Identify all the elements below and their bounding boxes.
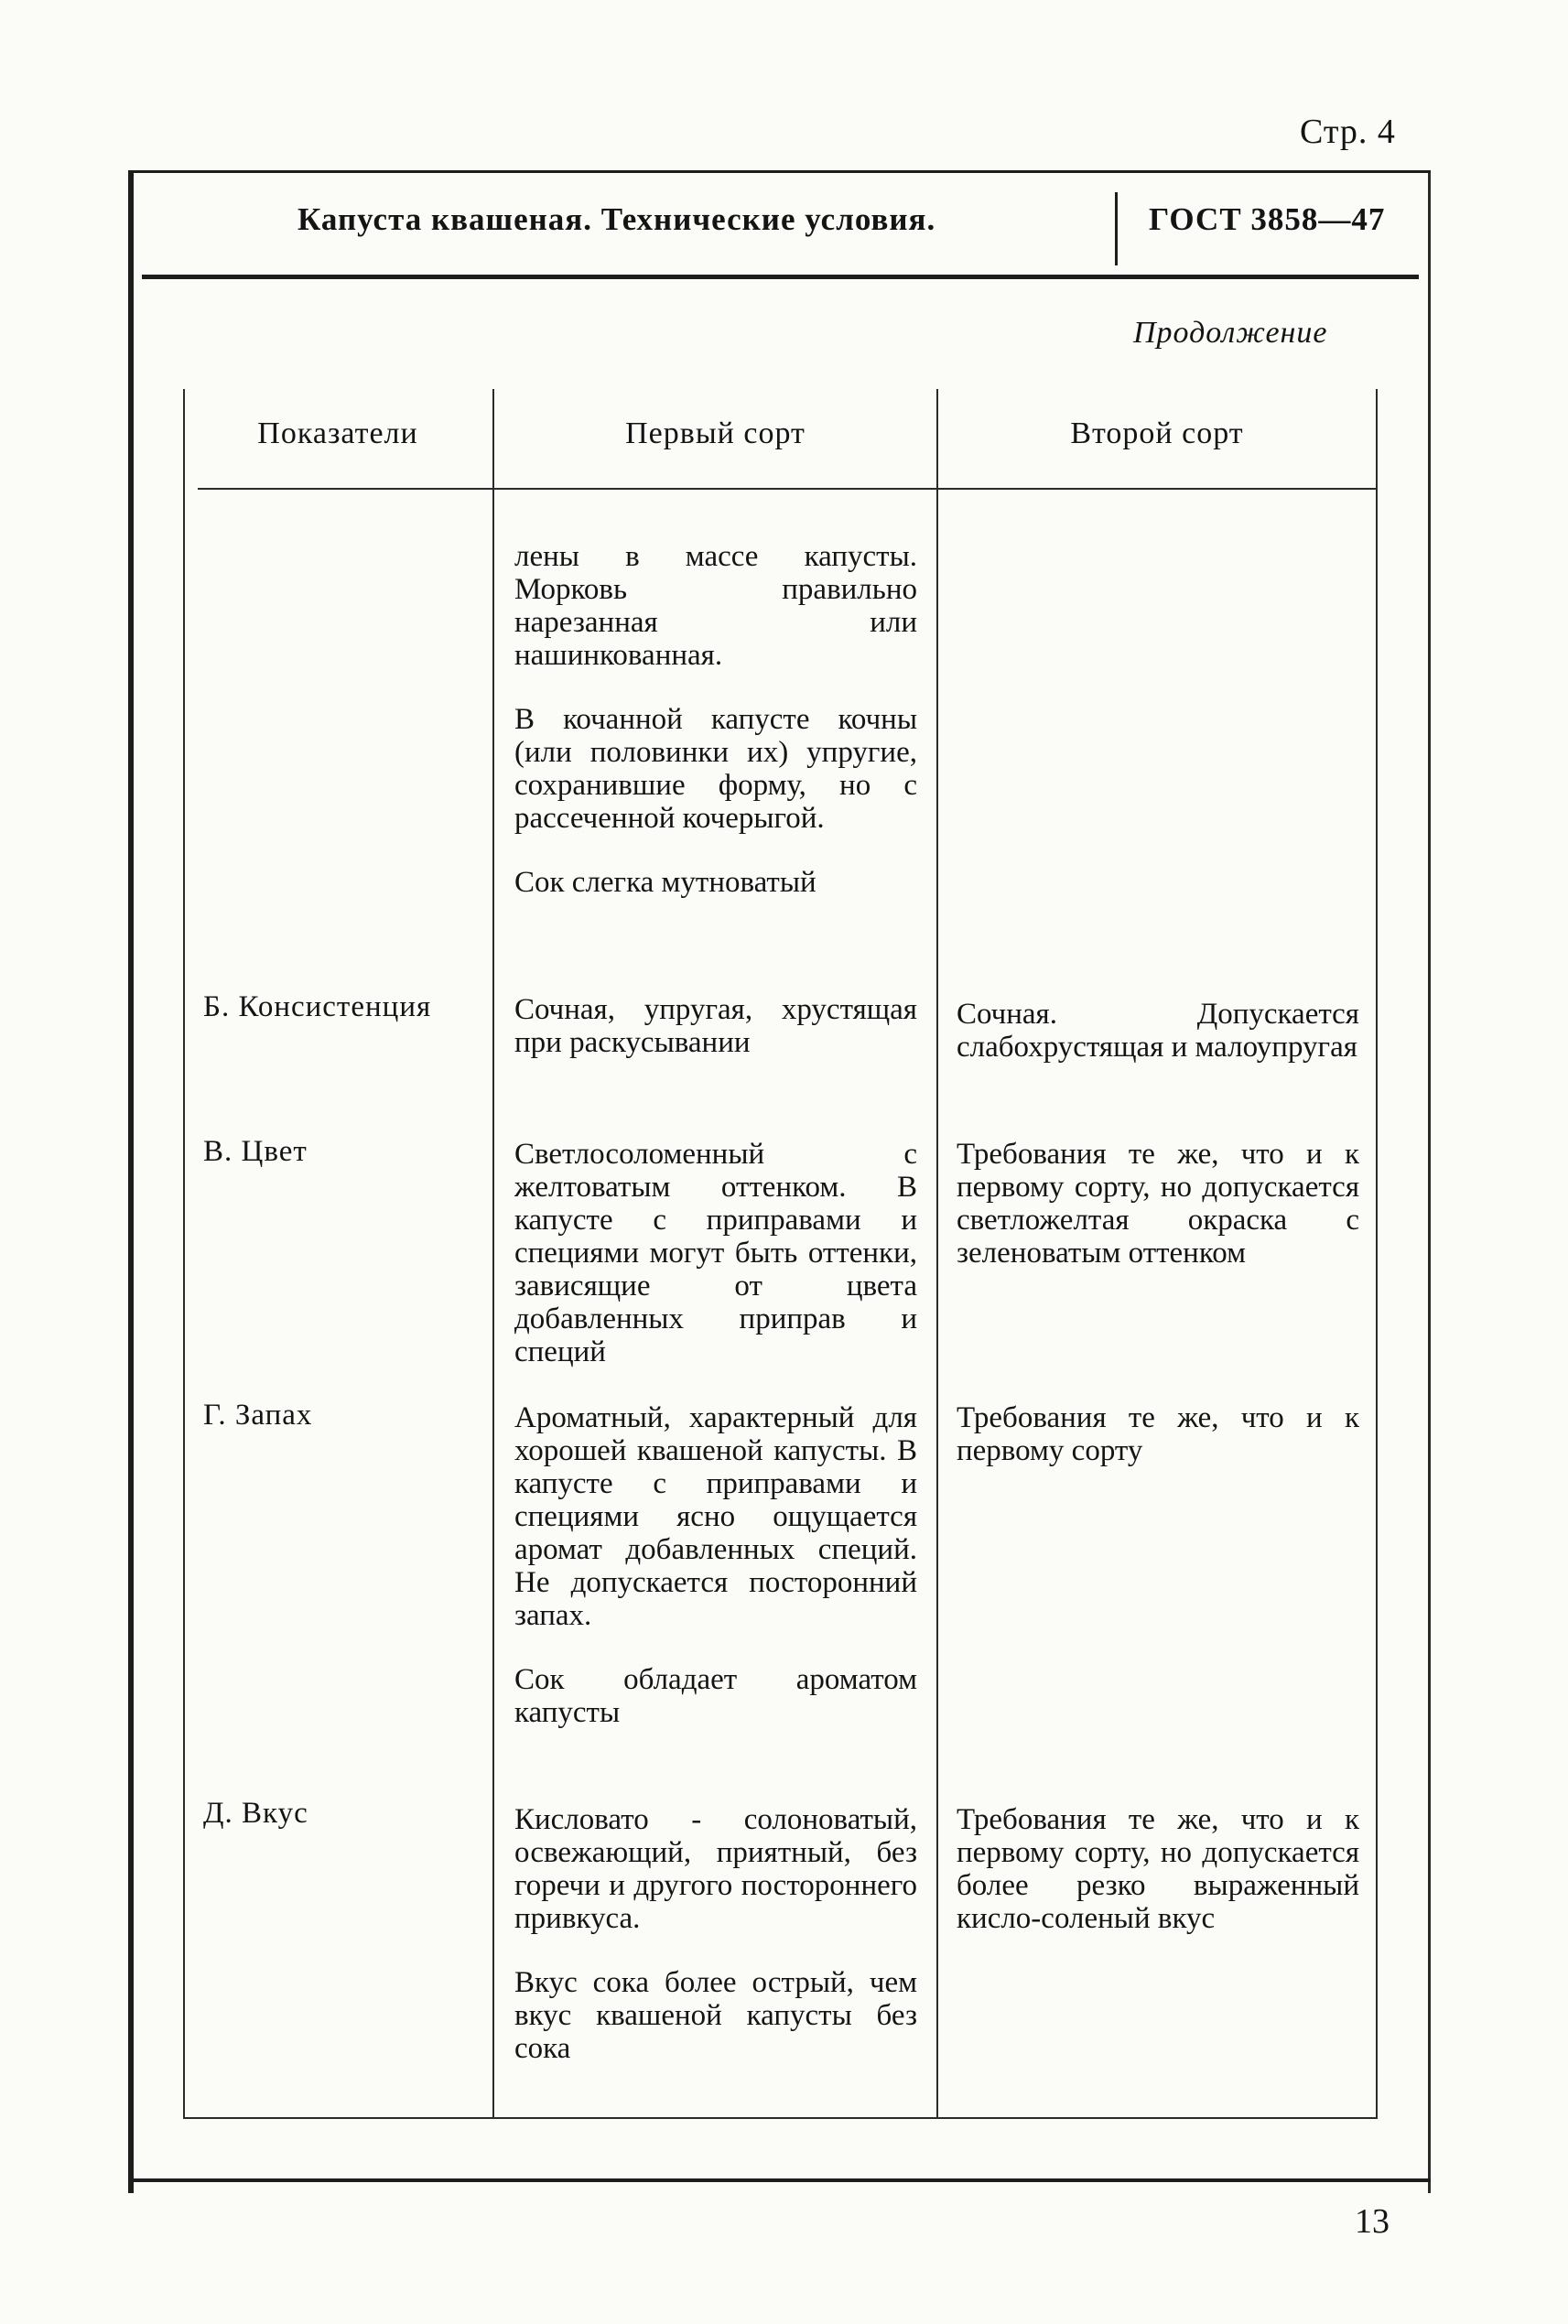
first-grade-smell xyxy=(514,1401,917,1729)
paragraph: Сок слегка мутноватый xyxy=(514,866,816,899)
paragraph: Сок обладает ароматом капусты xyxy=(514,1663,917,1729)
header-rule xyxy=(142,275,1419,279)
page-number-bottom: 13 xyxy=(1355,2202,1390,2241)
second-grade-smell xyxy=(957,1401,1359,1467)
frame-right-border xyxy=(1428,170,1431,2193)
paragraph: Ароматный, характерный для хорошей квашеной капусты. В капусте с приправами и специями ясно ощущается аромат добавленных специй. Не допускается посторонний запах. xyxy=(514,1401,917,1632)
header-row-line xyxy=(198,488,1376,490)
column-divider-1 xyxy=(492,389,494,2119)
indicator-taste: Д. Вкус xyxy=(203,1797,308,1830)
indicator-consistency: Б. Консистенция xyxy=(203,990,432,1023)
table-bottom-line xyxy=(183,2117,1376,2119)
top-rule xyxy=(128,170,1431,173)
paragraph: Светлосоломенный с желтоватым оттенком. В капусте с приправами и специями могут быть оттенки, зависящие от цвета добавленных приправ и специй xyxy=(514,1138,917,1368)
document-title: Капуста квашеная. Технические условия. xyxy=(297,201,936,237)
paragraph: В кочанной капусте кочны (или половинки их) упругие, сохранившие форму, но с рассеченной кочерыгой. xyxy=(514,703,917,835)
column-header-first-grade: Первый сорт xyxy=(625,416,806,450)
header-separator xyxy=(1115,192,1118,265)
table-right-line xyxy=(1376,389,1378,2119)
paragraph: Кисловато - солоноватый, освежающий, приятный, без горечи и другого постороннего привкуса. xyxy=(514,1803,917,1935)
paragraph: Требования те же, что и к первому сорту, но допускается более резко выраженный кисло-соленый вкус xyxy=(957,1803,1359,1935)
first-grade-color xyxy=(514,1138,917,1368)
indicator-smell: Г. Запах xyxy=(203,1399,313,1432)
indicator-color: В. Цвет xyxy=(203,1135,308,1168)
paragraph: Сочная, упругая, хрустящая при раскусывании xyxy=(514,993,917,1059)
first-grade-taste xyxy=(514,1803,917,2065)
paragraph: Требования те же, что и к первому сорту, но допускается светложелтая окраска с зеленоватым оттенком xyxy=(957,1138,1359,1270)
standard-code: ГОСТ 3858—47 xyxy=(1149,201,1386,237)
frame-left-border xyxy=(128,170,134,2193)
column-divider-2 xyxy=(936,389,938,2119)
paragraph: Требования те же, что и к первому сорту xyxy=(957,1401,1359,1467)
column-header-indicators: Показатели xyxy=(257,416,418,450)
bottom-rule xyxy=(128,2178,1431,2182)
paragraph: лены в массе капусты. Морковь правильно нарезанная или нашинкованная. xyxy=(514,540,917,672)
first-grade-continued xyxy=(514,540,917,899)
column-header-second-grade: Второй сорт xyxy=(1070,416,1244,450)
table-left-line xyxy=(183,389,185,2119)
requirements-table xyxy=(183,389,1382,2119)
paragraph: Вкус сока более острый, чем вкус квашеной капусты без сока xyxy=(514,1966,917,2065)
continuation-label: Продолжение xyxy=(1133,316,1328,350)
second-grade-color xyxy=(957,1138,1359,1270)
paragraph: Сочная. Допускается слабохрустящая и малоупругая xyxy=(957,998,1359,1064)
second-grade-consistency xyxy=(957,998,1359,1064)
second-grade-taste xyxy=(957,1803,1359,1935)
page-number-top: Стр. 4 xyxy=(1300,113,1396,151)
first-grade-consistency xyxy=(514,993,917,1059)
